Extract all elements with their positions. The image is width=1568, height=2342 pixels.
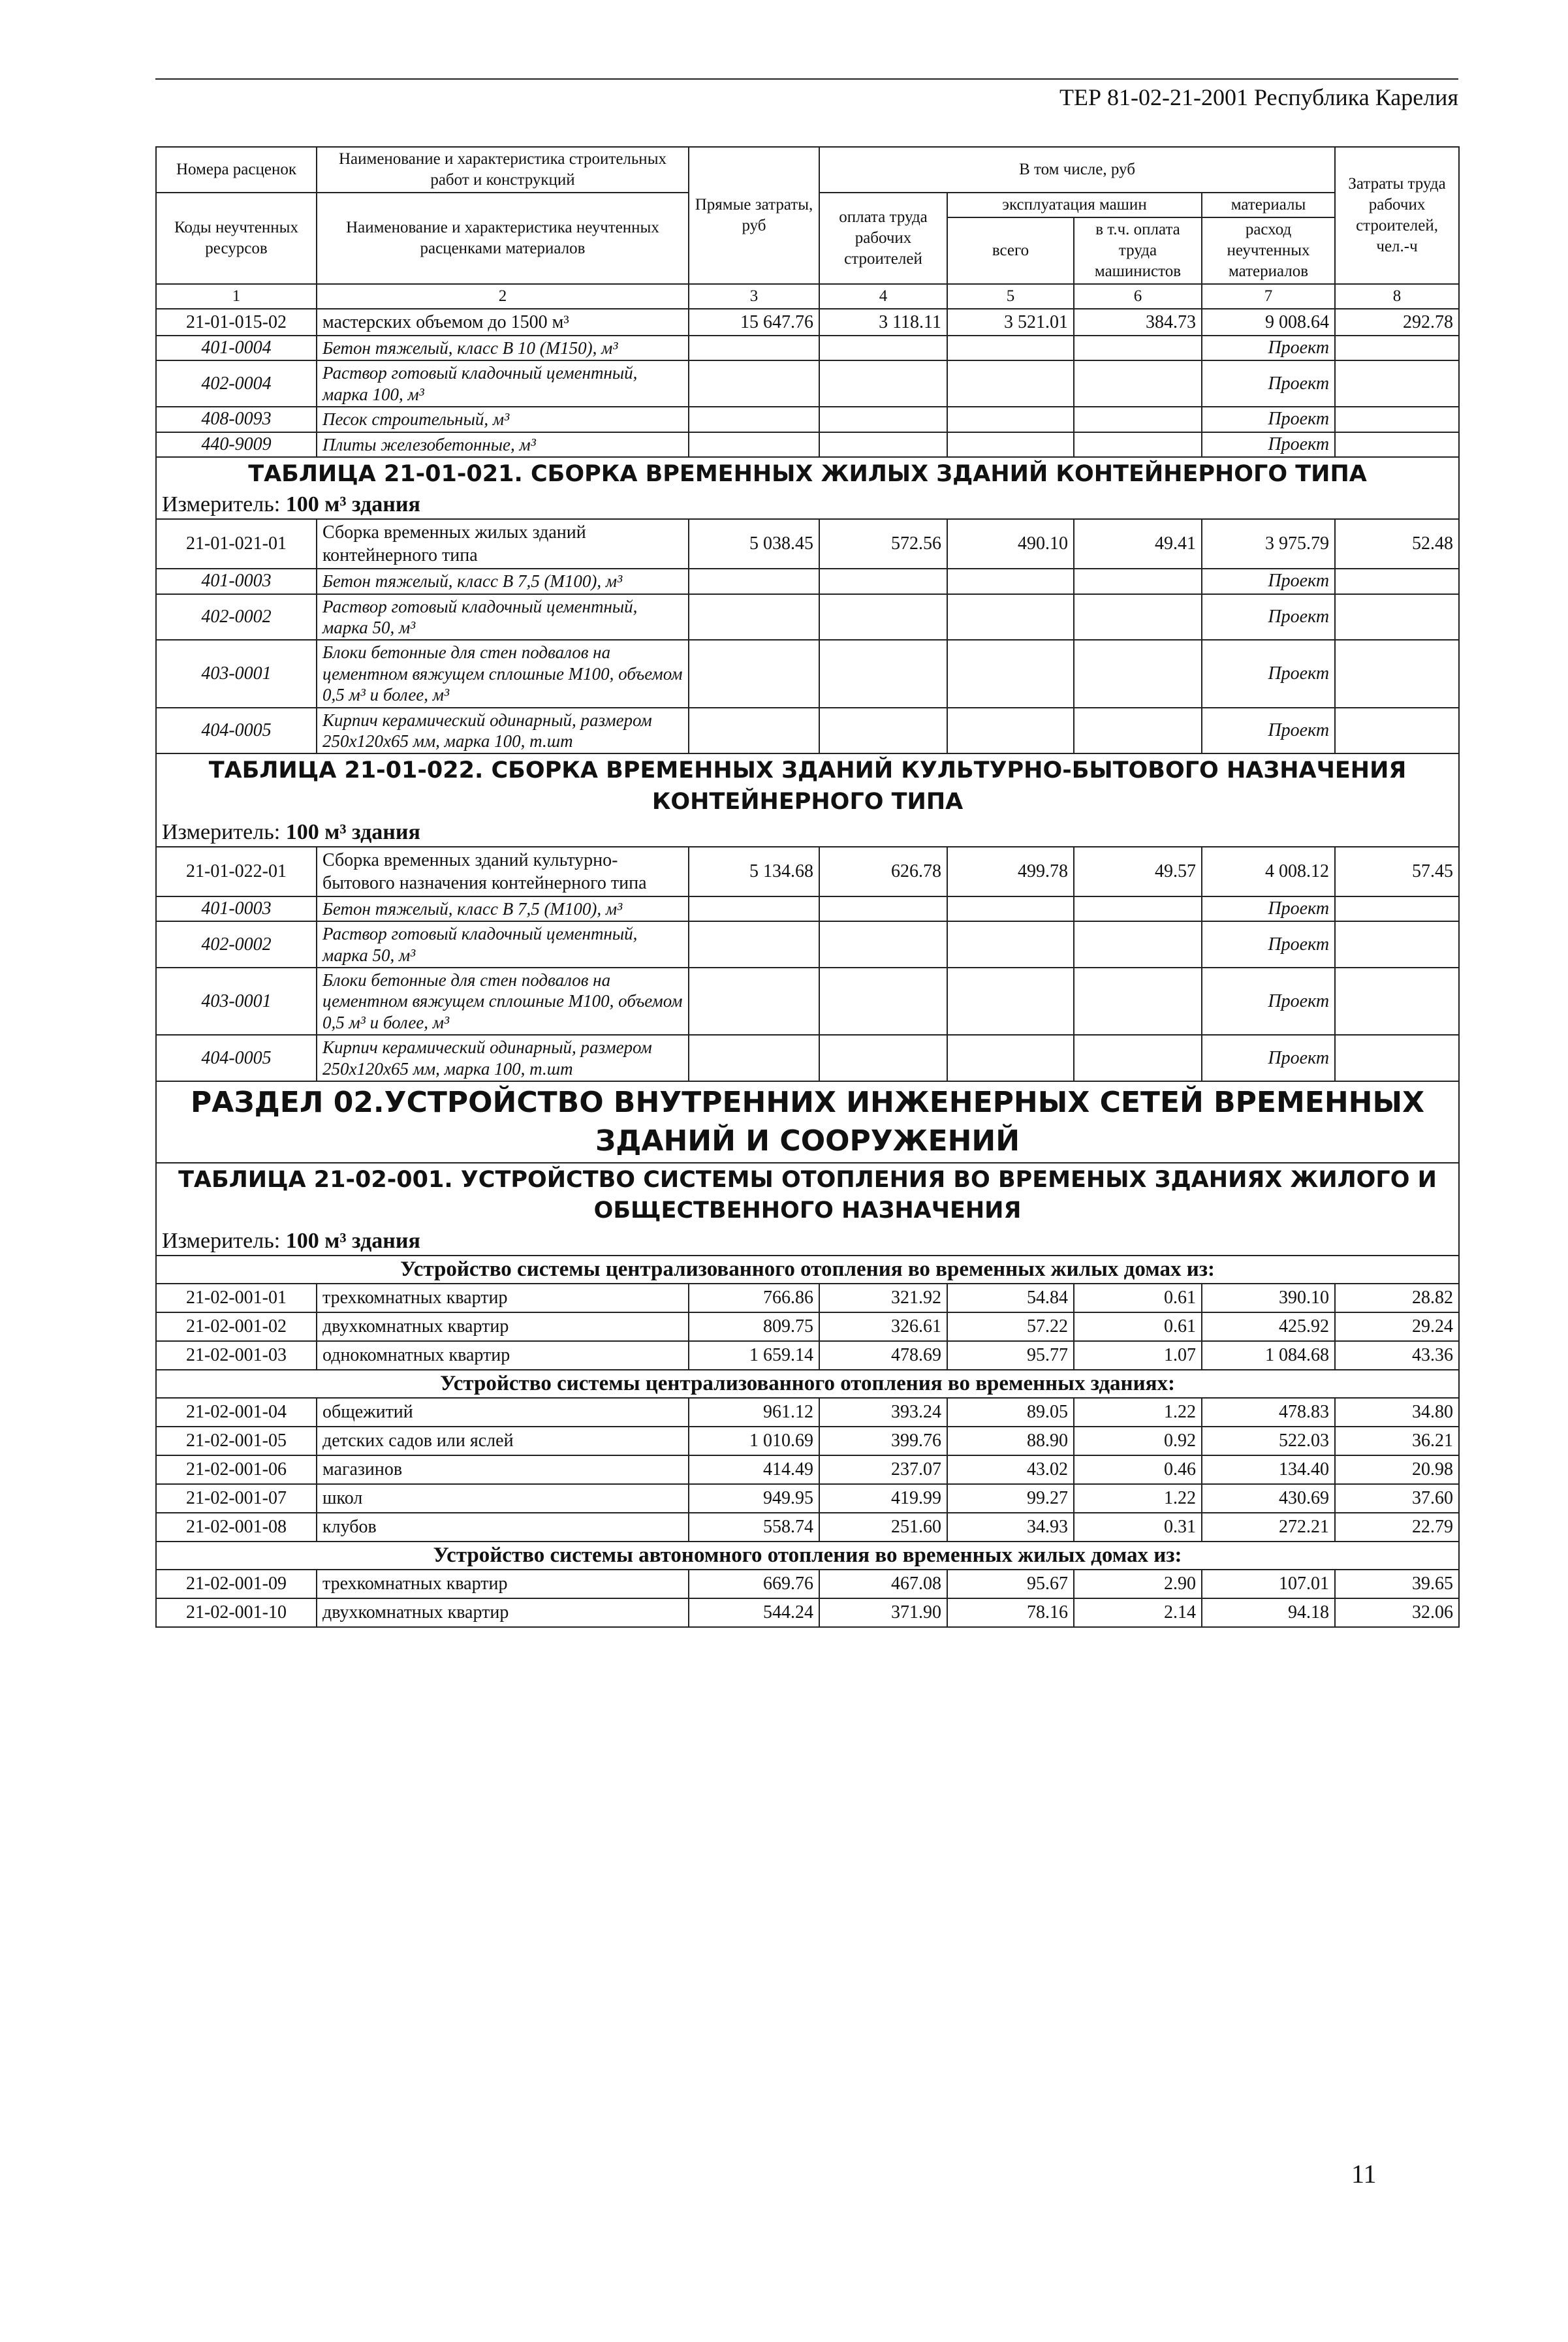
rate-code: 21-02-001-06 <box>156 1455 317 1484</box>
empty-cell <box>819 594 947 641</box>
resource-row <box>156 1035 1459 1081</box>
rate-value: 272.21 <box>1202 1513 1335 1542</box>
rate-value: 39.65 <box>1335 1570 1459 1598</box>
resource-name: Блоки бетонные для стен подвалов на цементном вяжущем сплошные М100, объемом 0,5 м³ и более, м³ <box>317 640 689 707</box>
rate-value: 2.90 <box>1074 1570 1202 1598</box>
data-row <box>156 1598 1459 1627</box>
rate-value: 94.18 <box>1202 1598 1335 1627</box>
document-header: ТЕР 81-02-21-2001 Республика Карелия <box>1059 84 1458 110</box>
empty-cell <box>689 569 819 593</box>
col-header-direct-costs: Прямые затраты, руб <box>689 147 819 284</box>
empty-cell <box>689 432 819 457</box>
resource-row <box>156 432 1459 457</box>
empty-cell <box>947 921 1074 968</box>
resource-value: Проект <box>1202 569 1335 593</box>
rate-name: однокомнатных квартир <box>317 1341 689 1370</box>
table-title: ТАБЛИЦА 21-01-022. СБОРКА ВРЕМЕННЫХ ЗДАНИЙ КУЛЬТУРНО-БЫТОВОГО НАЗНАЧЕНИЯ КОНТЕЙНЕРНОГО ТИПА <box>156 753 1459 819</box>
group-title-row <box>156 1542 1459 1570</box>
col-number: 1 <box>156 284 317 309</box>
col-header-machines: эксплуатация машин <box>947 193 1202 217</box>
rate-value: 1.22 <box>1074 1398 1202 1427</box>
empty-cell <box>819 921 947 968</box>
empty-cell <box>819 1035 947 1081</box>
empty-cell <box>689 360 819 407</box>
resource-name: Кирпич керамический одинарный, размером 250х120х65 мм, марка 100, т.шт <box>317 708 689 754</box>
rate-value: 9 008.64 <box>1202 309 1335 336</box>
resource-row <box>156 360 1459 407</box>
empty-cell <box>819 432 947 457</box>
rate-value: 390.10 <box>1202 1284 1335 1312</box>
col-header-work-name: Наименование и характеристика строительных работ и конструкций <box>317 147 689 193</box>
rate-value: 626.78 <box>819 847 947 896</box>
group-title: Устройство системы централизованного отопления во временных зданиях: <box>156 1370 1459 1398</box>
empty-cell <box>947 1035 1074 1081</box>
rate-value: 43.36 <box>1335 1341 1459 1370</box>
data-row <box>156 1570 1459 1598</box>
empty-cell <box>819 896 947 921</box>
empty-cell <box>689 1035 819 1081</box>
col-header-materials: материалы <box>1202 193 1335 217</box>
rate-name: Сборка временных зданий культурно-бытового назначения контейнерного типа <box>317 847 689 896</box>
rate-value: 0.46 <box>1074 1455 1202 1484</box>
rate-code: 21-02-001-05 <box>156 1427 317 1455</box>
empty-cell <box>1335 336 1459 360</box>
empty-cell <box>1074 921 1202 968</box>
resource-name: Бетон тяжелый, класс В 7,5 (М100), м³ <box>317 896 689 921</box>
rate-value: 52.48 <box>1335 519 1459 569</box>
data-row <box>156 1312 1459 1341</box>
empty-cell <box>1335 968 1459 1035</box>
rate-value: 134.40 <box>1202 1455 1335 1484</box>
col-number: 4 <box>819 284 947 309</box>
rate-value: 499.78 <box>947 847 1074 896</box>
rate-code: 21-02-001-09 <box>156 1570 317 1598</box>
section-title: РАЗДЕЛ 02.УСТРОЙСТВО ВНУТРЕННИХ ИНЖЕНЕРНЫХ СЕТЕЙ ВРЕМЕННЫХ ЗДАНИЙ И СООРУЖЕНИЙ <box>156 1081 1459 1163</box>
rate-name: двухкомнатных квартир <box>317 1312 689 1341</box>
resource-name: Раствор готовый кладочный цементный, марка 50, м³ <box>317 594 689 641</box>
col-header-operator-pay: в т.ч. оплата труда машинистов <box>1074 217 1202 284</box>
rate-value: 78.16 <box>947 1598 1074 1627</box>
empty-cell <box>1335 569 1459 593</box>
rate-value: 3 118.11 <box>819 309 947 336</box>
header-row-1 <box>156 147 1459 193</box>
rate-code: 21-02-001-10 <box>156 1598 317 1627</box>
rate-code: 21-01-022-01 <box>156 847 317 896</box>
empty-cell <box>1335 594 1459 641</box>
table-title: ТАБЛИЦА 21-02-001. УСТРОЙСТВО СИСТЕМЫ ОТОПЛЕНИЯ ВО ВРЕМЕНЫХ ЗДАНИЯХ ЖИЛОГО И ОБЩЕСТВЕННОГО НАЗНАЧЕНИЯ <box>156 1163 1459 1228</box>
rate-value: 478.83 <box>1202 1398 1335 1427</box>
data-row <box>156 1455 1459 1484</box>
rate-value: 107.01 <box>1202 1570 1335 1598</box>
group-title-row <box>156 1256 1459 1284</box>
resource-value: Проект <box>1202 921 1335 968</box>
rate-value: 57.45 <box>1335 847 1459 896</box>
empty-cell <box>947 640 1074 707</box>
rate-value: 425.92 <box>1202 1312 1335 1341</box>
rate-row <box>156 847 1459 896</box>
resource-value: Проект <box>1202 407 1335 432</box>
page-number: 11 <box>1351 2159 1377 2189</box>
empty-cell <box>689 640 819 707</box>
col-header-resource-code: Коды неучтенных ресурсов <box>156 193 317 284</box>
rate-code: 21-02-001-08 <box>156 1513 317 1542</box>
rate-value: 321.92 <box>819 1284 947 1312</box>
rate-value: 95.77 <box>947 1341 1074 1370</box>
rate-value: 572.56 <box>819 519 947 569</box>
resource-code: 404-0005 <box>156 1035 317 1081</box>
empty-cell <box>1335 640 1459 707</box>
rate-value: 558.74 <box>689 1513 819 1542</box>
group-title-row <box>156 1370 1459 1398</box>
rate-value: 99.27 <box>947 1484 1074 1513</box>
resource-value: Проект <box>1202 594 1335 641</box>
rate-value: 49.57 <box>1074 847 1202 896</box>
col-number: 2 <box>317 284 689 309</box>
rate-value: 32.06 <box>1335 1598 1459 1627</box>
col-header-worker-pay: оплата труда рабочих строителей <box>819 193 947 284</box>
rate-code: 21-02-001-02 <box>156 1312 317 1341</box>
rates-table <box>155 146 1460 1628</box>
empty-cell <box>1074 968 1202 1035</box>
resource-code: 440-9009 <box>156 432 317 457</box>
rate-name: клубов <box>317 1513 689 1542</box>
rate-value: 22.79 <box>1335 1513 1459 1542</box>
col-header-material-name: Наименование и характеристика неучтенных расценками материалов <box>317 193 689 284</box>
resource-name: Блоки бетонные для стен подвалов на цементном вяжущем сплошные М100, объемом 0,5 м³ и более, м³ <box>317 968 689 1035</box>
rate-value: 766.86 <box>689 1284 819 1312</box>
empty-cell <box>819 708 947 754</box>
col-number: 6 <box>1074 284 1202 309</box>
col-number: 5 <box>947 284 1074 309</box>
data-row <box>156 1398 1459 1427</box>
resource-name: Плиты железобетонные, м³ <box>317 432 689 457</box>
rate-value: 393.24 <box>819 1398 947 1427</box>
empty-cell <box>947 708 1074 754</box>
group-title: Устройство системы централизованного отопления во временных жилых домах из: <box>156 1256 1459 1284</box>
resource-value: Проект <box>1202 360 1335 407</box>
rate-value: 4 008.12 <box>1202 847 1335 896</box>
rate-value: 490.10 <box>947 519 1074 569</box>
rate-name: Сборка временных жилых зданий контейнерного типа <box>317 519 689 569</box>
table-title: ТАБЛИЦА 21-01-021. СБОРКА ВРЕМЕННЫХ ЖИЛЫХ ЗДАНИЙ КОНТЕЙНЕРНОГО ТИПА <box>156 457 1459 491</box>
resource-row <box>156 407 1459 432</box>
data-row <box>156 1284 1459 1312</box>
resource-name: Раствор готовый кладочный цементный, марка 50, м³ <box>317 921 689 968</box>
rate-value: 89.05 <box>947 1398 1074 1427</box>
rate-value: 15 647.76 <box>689 309 819 336</box>
rate-name: школ <box>317 1484 689 1513</box>
rate-value: 430.69 <box>1202 1484 1335 1513</box>
measure-row <box>156 1227 1459 1256</box>
empty-cell <box>1335 432 1459 457</box>
resource-code: 403-0001 <box>156 968 317 1035</box>
empty-cell <box>689 896 819 921</box>
resource-row <box>156 896 1459 921</box>
measure-line <box>156 491 1459 519</box>
col-header-including: В том числе, руб <box>819 147 1335 193</box>
empty-cell <box>1074 640 1202 707</box>
rate-code: 21-02-001-07 <box>156 1484 317 1513</box>
rate-value: 961.12 <box>689 1398 819 1427</box>
empty-cell <box>1074 708 1202 754</box>
resource-row <box>156 921 1459 968</box>
resource-value: Проект <box>1202 336 1335 360</box>
rate-row <box>156 309 1459 336</box>
rate-value: 0.92 <box>1074 1427 1202 1455</box>
col-number: 8 <box>1335 284 1459 309</box>
data-row <box>156 1513 1459 1542</box>
rate-name: трехкомнатных квартир <box>317 1570 689 1598</box>
rate-name: магазинов <box>317 1455 689 1484</box>
resource-row <box>156 336 1459 360</box>
empty-cell <box>1074 360 1202 407</box>
empty-cell <box>689 968 819 1035</box>
empty-cell <box>1074 569 1202 593</box>
empty-cell <box>819 407 947 432</box>
rate-code: 21-02-001-03 <box>156 1341 317 1370</box>
empty-cell <box>819 569 947 593</box>
col-header-rate-number: Номера расценок <box>156 147 317 193</box>
resource-row <box>156 569 1459 593</box>
rate-value: 669.76 <box>689 1570 819 1598</box>
rate-name: мастерских объемом до 1500 м³ <box>317 309 689 336</box>
resource-value: Проект <box>1202 1035 1335 1081</box>
rate-value: 34.80 <box>1335 1398 1459 1427</box>
data-row <box>156 1341 1459 1370</box>
rate-value: 1 010.69 <box>689 1427 819 1455</box>
rate-value: 478.69 <box>819 1341 947 1370</box>
rate-value: 43.02 <box>947 1455 1074 1484</box>
empty-cell <box>1074 432 1202 457</box>
measure-row <box>156 819 1459 847</box>
section-row <box>156 1081 1459 1163</box>
rate-value: 3 975.79 <box>1202 519 1335 569</box>
measure-line <box>156 819 1459 847</box>
empty-cell <box>819 336 947 360</box>
empty-cell <box>947 569 1074 593</box>
rate-value: 1.22 <box>1074 1484 1202 1513</box>
rate-value: 0.61 <box>1074 1284 1202 1312</box>
data-row <box>156 1427 1459 1455</box>
col-number: 7 <box>1202 284 1335 309</box>
table-title-row <box>156 457 1459 491</box>
rate-value: 29.24 <box>1335 1312 1459 1341</box>
rate-value: 371.90 <box>819 1598 947 1627</box>
empty-cell <box>947 360 1074 407</box>
empty-cell <box>819 360 947 407</box>
rate-value: 384.73 <box>1074 309 1202 336</box>
resource-code: 402-0004 <box>156 360 317 407</box>
col-header-machines-total: всего <box>947 217 1074 284</box>
header-numbers-row <box>156 284 1459 309</box>
empty-cell <box>1335 896 1459 921</box>
col-header-labor-costs: Затраты труда рабочих строителей, чел.-ч <box>1335 147 1459 284</box>
resource-row <box>156 708 1459 754</box>
rate-value: 419.99 <box>819 1484 947 1513</box>
resource-value: Проект <box>1202 640 1335 707</box>
resource-row <box>156 594 1459 641</box>
measure-value: 100 м³ здания <box>285 1229 420 1254</box>
empty-cell <box>1074 336 1202 360</box>
page-content <box>155 146 1458 1628</box>
col-number: 3 <box>689 284 819 309</box>
rate-value: 1 659.14 <box>689 1341 819 1370</box>
resource-name: Раствор готовый кладочный цементный, марка 100, м³ <box>317 360 689 407</box>
empty-cell <box>689 407 819 432</box>
rate-value: 88.90 <box>947 1427 1074 1455</box>
resource-code: 404-0005 <box>156 708 317 754</box>
empty-cell <box>689 594 819 641</box>
data-row <box>156 1484 1459 1513</box>
rate-value: 5 134.68 <box>689 847 819 896</box>
rate-value: 0.61 <box>1074 1312 1202 1341</box>
rate-value: 2.14 <box>1074 1598 1202 1627</box>
col-header-material-use: расход неучтенных материалов <box>1202 217 1335 284</box>
resource-name: Бетон тяжелый, класс В 10 (М150), м³ <box>317 336 689 360</box>
measure-value: 100 м³ здания <box>285 492 420 517</box>
rate-value: 237.07 <box>819 1455 947 1484</box>
resource-code: 401-0003 <box>156 569 317 593</box>
rate-value: 292.78 <box>1335 309 1459 336</box>
empty-cell <box>1335 360 1459 407</box>
rate-value: 522.03 <box>1202 1427 1335 1455</box>
resource-code: 403-0001 <box>156 640 317 707</box>
resource-value: Проект <box>1202 968 1335 1035</box>
table-title-row <box>156 1163 1459 1228</box>
rate-value: 1.07 <box>1074 1341 1202 1370</box>
empty-cell <box>947 432 1074 457</box>
empty-cell <box>1074 594 1202 641</box>
resource-value: Проект <box>1202 896 1335 921</box>
empty-cell <box>689 921 819 968</box>
resource-code: 402-0002 <box>156 921 317 968</box>
rate-value: 949.95 <box>689 1484 819 1513</box>
measure-label: Измеритель: <box>162 1229 281 1254</box>
rate-row <box>156 519 1459 569</box>
empty-cell <box>689 336 819 360</box>
empty-cell <box>1074 1035 1202 1081</box>
empty-cell <box>1335 708 1459 754</box>
rate-code: 21-01-021-01 <box>156 519 317 569</box>
empty-cell <box>947 336 1074 360</box>
resource-row <box>156 640 1459 707</box>
measure-label: Измеритель: <box>162 492 281 517</box>
rate-code: 21-01-015-02 <box>156 309 317 336</box>
empty-cell <box>1074 896 1202 921</box>
rate-value: 399.76 <box>819 1427 947 1455</box>
resource-code: 402-0002 <box>156 594 317 641</box>
rate-value: 28.82 <box>1335 1284 1459 1312</box>
rate-value: 809.75 <box>689 1312 819 1341</box>
empty-cell <box>689 708 819 754</box>
header-rule <box>155 78 1458 80</box>
rate-value: 34.93 <box>947 1513 1074 1542</box>
empty-cell <box>1335 921 1459 968</box>
resource-name: Бетон тяжелый, класс В 7,5 (М100), м³ <box>317 569 689 593</box>
rate-value: 467.08 <box>819 1570 947 1598</box>
measure-line <box>156 1227 1459 1256</box>
rate-name: двухкомнатных квартир <box>317 1598 689 1627</box>
resource-code: 401-0004 <box>156 336 317 360</box>
rate-value: 5 038.45 <box>689 519 819 569</box>
measure-label: Измеритель: <box>162 819 281 844</box>
rate-value: 37.60 <box>1335 1484 1459 1513</box>
empty-cell <box>819 968 947 1035</box>
rate-value: 57.22 <box>947 1312 1074 1341</box>
table-title-row <box>156 753 1459 819</box>
resource-name: Кирпич керамический одинарный, размером 250х120х65 мм, марка 100, т.шт <box>317 1035 689 1081</box>
rate-value: 326.61 <box>819 1312 947 1341</box>
resource-code: 401-0003 <box>156 896 317 921</box>
empty-cell <box>947 896 1074 921</box>
rate-name: общежитий <box>317 1398 689 1427</box>
rate-code: 21-02-001-01 <box>156 1284 317 1312</box>
rate-value: 95.67 <box>947 1570 1074 1598</box>
resource-code: 408-0093 <box>156 407 317 432</box>
group-title: Устройство системы автономного отопления во временных жилых домах из: <box>156 1542 1459 1570</box>
empty-cell <box>1335 407 1459 432</box>
measure-row <box>156 491 1459 519</box>
rate-value: 20.98 <box>1335 1455 1459 1484</box>
resource-row <box>156 968 1459 1035</box>
empty-cell <box>819 640 947 707</box>
empty-cell <box>947 968 1074 1035</box>
resource-name: Песок строительный, м³ <box>317 407 689 432</box>
empty-cell <box>947 407 1074 432</box>
empty-cell <box>947 594 1074 641</box>
rate-name: детских садов или яслей <box>317 1427 689 1455</box>
rate-value: 36.21 <box>1335 1427 1459 1455</box>
rate-value: 544.24 <box>689 1598 819 1627</box>
rate-name: трехкомнатных квартир <box>317 1284 689 1312</box>
rate-value: 49.41 <box>1074 519 1202 569</box>
measure-value: 100 м³ здания <box>285 819 420 844</box>
rate-value: 54.84 <box>947 1284 1074 1312</box>
rate-value: 1 084.68 <box>1202 1341 1335 1370</box>
rate-value: 0.31 <box>1074 1513 1202 1542</box>
resource-value: Проект <box>1202 432 1335 457</box>
rate-code: 21-02-001-04 <box>156 1398 317 1427</box>
resource-value: Проект <box>1202 708 1335 754</box>
empty-cell <box>1335 1035 1459 1081</box>
empty-cell <box>1074 407 1202 432</box>
rate-value: 414.49 <box>689 1455 819 1484</box>
rate-value: 3 521.01 <box>947 309 1074 336</box>
rate-value: 251.60 <box>819 1513 947 1542</box>
